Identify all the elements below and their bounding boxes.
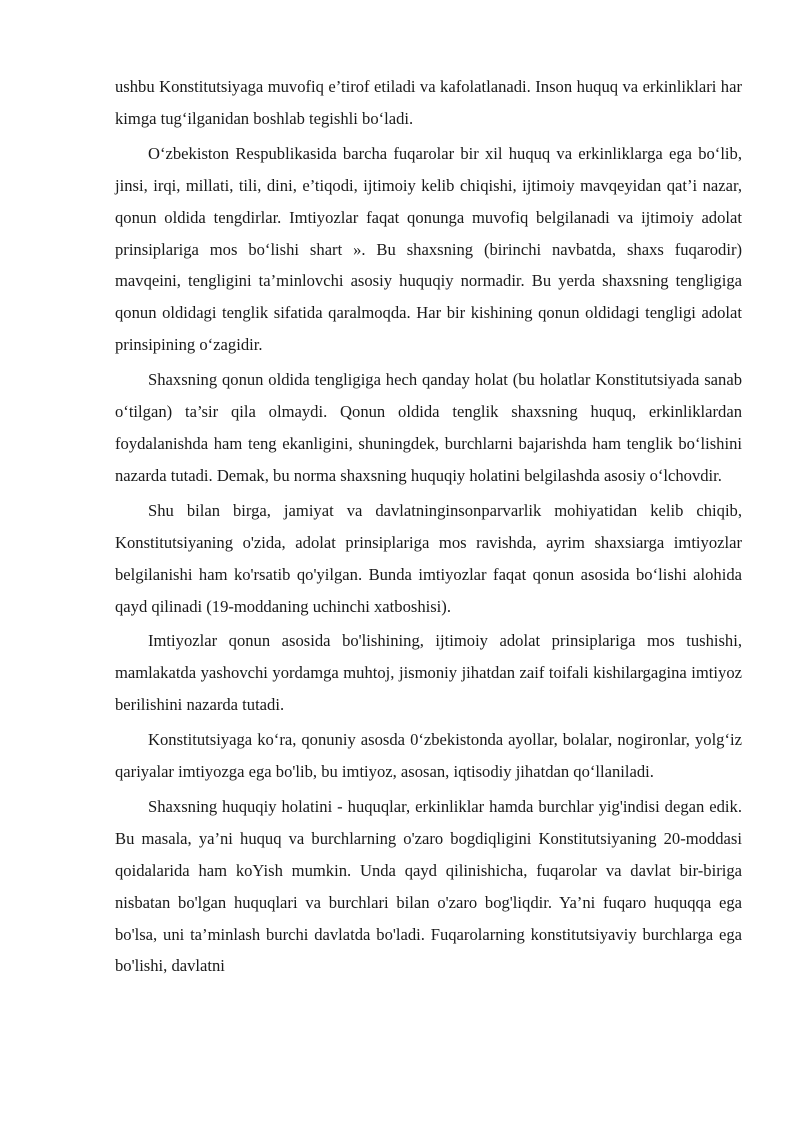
paragraph-5: Imtiyozlar qonun asosida bo'lishining, ijtimoiy adolat prinsiplariga mos tushishi, mamlakatda yashovchi yordamga muhtoj, jismoniy jihatdan zaif toifali kishilargagina imtiyoz berilishini nazarda tutadi. — [115, 631, 742, 715]
paragraph-1: ushbu Konstitutsiyaga muvofiq e’tirof etiladi va kafolatlanadi. Inson huquq va erkinliklari har kimga tug‘ilganidan boshlab tegishli bo‘ladi. — [115, 77, 742, 128]
paragraph-6: Konstitutsiyaga ko‘ra, qonuniy asosda 0‘zbekistonda ayollar, bolalar, nogironlar, yolg‘iz qariyalar imtiyozga ega bo'lib, bu imtiyoz, asosan, iqtisodiy jihatdan qo‘llaniladi. — [115, 730, 742, 782]
paragraph-7: Shaxsning huquqiy holatini - huquqlar, erkinliklar hamda burchlar yig'indisi degan edik. Bu masala, ya’ni huquq va burchlarning o'zaro bogdiqligini Konstitutsiyaning 20-moddasi qoidalarida ham koYish mumkin. Unda qayd qilinishicha, fuqarolar va davlat bir-biriga nisbatan bo'lgan huquqlari va burchlari bilan o'zaro bog'liqdir. Ya’ni fuqaro huquqqa ega bo'lsa, uni ta’minlash burchi davlatda bo'ladi. Fuqarolarning konstitutsiyaviy burchlarga ega bo'lishi, davlatni — [115, 796, 742, 976]
paragraph-4: Shu bilan birga, jamiyat va davlatninginsonparvarlik mohiyatidan kelib chiqib, Konstitutsiyaning o'zida, adolat prinsiplariga mos ravishda, ayrim shaxsiarga imtiyozlar belgilanishi ham ko'rsatib qo'yilgan. Bunda imtiyozlar faqat qonun asosida bo‘lishi alohida qayd qilinadi (19-moddaning uchinchi xatboshisi). — [115, 500, 742, 616]
paragraph-3: Shaxsning qonun oldida tengligiga hech qanday holat (bu holatlar Konstitutsiyada sanab o‘tilgan) ta’sir qila olmaydi. Qonun oldida tenglik shaxsning huquq, erkinliklardan foydalanishda ham teng ekanligini, shuningdek, burchlarni bajarishda ham tenglik bo‘lishini nazarda tutadi. Demak, bu norma shaxsning huquqiy holatini belgilashda asosiy o‘lchovdir. — [115, 370, 742, 485]
paragraph-2: O‘zbekiston Respublikasida barcha fuqarolar bir xil huquq va erkinliklarga ega bo‘lib, jinsi, irqi, millati, tili, dini, e’tiqodi, ijtimoiy kelib chiqishi, ijtimoiy mavqeyidan qat’i nazar, qonun oldida tengdirlar. Imtiyozlar faqat qonunga muvofiq belgilanadi va ijtimoiy adolat prinsiplariga mos bo‘lishi shart ». Bu shaxsning (birinchi navbatda, shaxs fuqarodir) mavqeini, tengligini ta’minlovchi asosiy huquqiy normadir. Bu yerda shaxsning tengligiga qonun oldidagi tenglik sifatida qaralmoqda. Har bir kishining qonun oldidagi tengligi adolat prinsipining o‘zagidir. — [115, 143, 742, 355]
document-body — [115, 71, 742, 982]
